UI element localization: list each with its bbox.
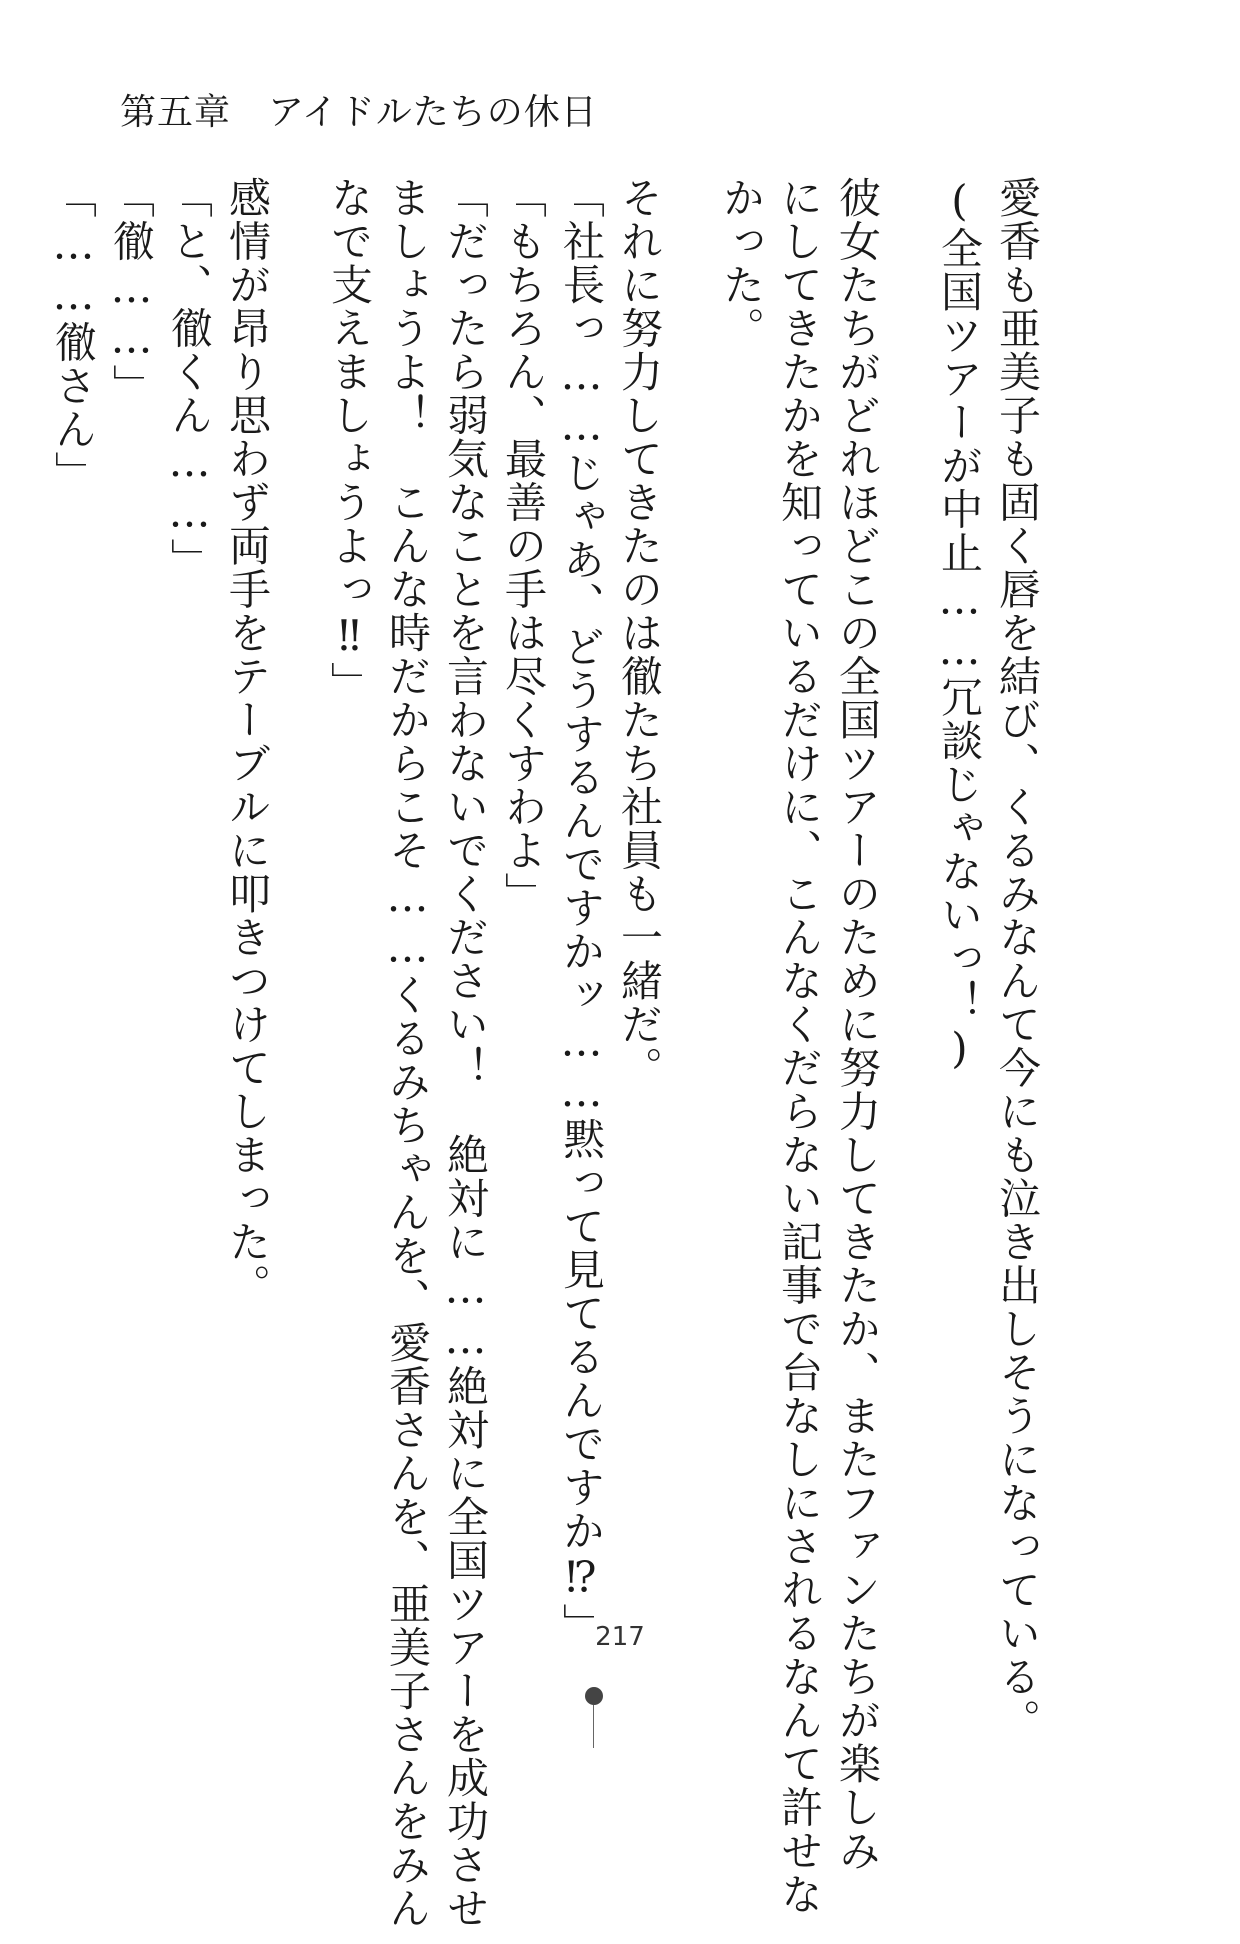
text-line: それに努力してきたのは徹たち社員も一緒だ。 — [615, 176, 664, 1090]
text-line: なで支えましょうよっ‼」 — [325, 176, 374, 705]
page-marker-dot — [585, 1687, 603, 1705]
text-line: (全国ツアーが中止……冗談じゃないっ！) — [935, 176, 984, 1074]
text-line: 「と、徹くん……」 — [165, 176, 214, 582]
text-line: 「徹……」 — [107, 176, 156, 408]
text-line: 彼女たちがどれほどこの全国ツアーのために努力してきたか、またファンたちが楽しみ — [833, 176, 882, 1873]
text-line: ましょうよ！ こんな時だからこそ……くるみちゃんを、愛香さんを、亜美子さんをみん — [383, 176, 432, 1930]
page-marker-line — [593, 1705, 594, 1748]
text-line — [0, 176, 44, 1536]
text-line: にしてきたかを知っているだけに、こんなくだらない記事で台なしにされるなんて許せな — [775, 176, 824, 1916]
page-number: 217 — [595, 1622, 645, 1652]
text-line: 感情が昂り思わず両手をテーブルに叩きつけてしまった。 — [223, 176, 272, 1307]
running-head: 第五章 アイドルたちの休日 — [120, 92, 598, 133]
text-line: 「……徹さん」 — [49, 176, 98, 495]
text-line: 愛香も亜美子も固く唇を結び、くるみなんて今にも泣き出しそうになっている。 — [993, 176, 1042, 1742]
text-line: 「もちろん、最善の手は尽くすわよ」 — [499, 176, 548, 916]
text-line: かった。 — [717, 176, 766, 350]
text-line: 「だったら弱気なことを言わないでください！ 絶対に……絶対に全国ツアーを成功させ — [441, 176, 490, 1930]
text-line: 「社長っ……じゃあ、どうするんですかッ……黙って見てるんですか⁉」 — [557, 176, 606, 1647]
